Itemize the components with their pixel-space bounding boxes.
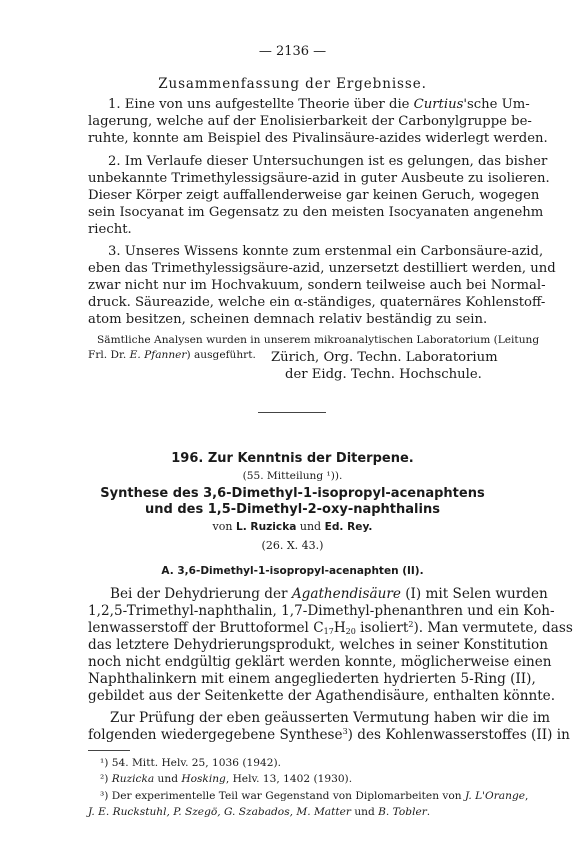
footnote: J. E. Ruckstuhl, P. Szegö, G. Szabados, M. Matter und B. Tobler. bbox=[88, 806, 431, 818]
body-line: Zur Prüfung der eben geäusserten Vermutung haben wir die im bbox=[110, 710, 550, 726]
summary-line: druck. Säureazide, welche ein α-ständiges, quaternäres Kohlenstoff- bbox=[88, 295, 546, 310]
section-heading: A. 3,6-Dimethyl-1-isopropyl-acenaphten (II). bbox=[161, 565, 424, 577]
affiliation-line: der Eidg. Techn. Hochschule. bbox=[285, 367, 482, 382]
article-subtitle: und des 1,5-Dimethyl-2-oxy-naphthalins bbox=[145, 502, 440, 517]
summary-line: 1. Eine von uns aufgestellte Theorie über die Curtius'sche Um- bbox=[108, 97, 530, 112]
body-line: Naphthalinkern mit einem angegliederten hydrierten 5-Ring (II), bbox=[88, 671, 536, 687]
article-title: 196. Zur Kenntnis der Diterpene. bbox=[171, 451, 414, 466]
body-line: das letztere Dehydrierungsprodukt, welches in seiner Konstitution bbox=[88, 637, 548, 653]
analysis-note: Frl. Dr. E. Pfanner) ausgeführt. bbox=[88, 349, 256, 361]
footnote: ³) Der experimentelle Teil war Gegenstand von Diplomarbeiten von J. L'Orange, bbox=[100, 790, 529, 802]
body-line: folgenden wiedergegebene Synthese$^3$) des Kohlenwasserstoffes (II) in bbox=[88, 727, 570, 743]
article-subtitle: Synthese des 3,6-Dimethyl-1-isopropyl-acenaphtens bbox=[100, 486, 485, 501]
summary-line: sein Isocyanat im Gegensatz zu den meisten Isocyanaten angenehm bbox=[88, 205, 544, 220]
footnote: ¹) 54. Mitt. Helv. 25, 1036 (1942). bbox=[100, 757, 281, 769]
page-number: — 2136 — bbox=[258, 44, 327, 59]
body-line: Bei der Dehydrierung der Agathendisäure (I) mit Selen wurden bbox=[110, 586, 548, 602]
article-series: (55. Mitteilung ¹)). bbox=[242, 470, 343, 482]
summary-line: eben das Trimethylessigsäure-azid, unzersetzt destilliert werden, und bbox=[88, 261, 556, 276]
footnote-divider bbox=[88, 750, 130, 751]
summary-line: 2. Im Verlaufe dieser Untersuchungen ist es gelungen, das bisher bbox=[108, 154, 548, 169]
body-line: noch nicht endgültig geklärt werden konnte, möglicherweise einen bbox=[88, 654, 552, 670]
section-divider bbox=[258, 412, 326, 413]
summary-line: ruhte, konnte am Beispiel des Pivalinsäure-azides widerlegt werden. bbox=[88, 131, 548, 146]
summary-line: lagerung, welche auf der Enolisierbarkeit der Carbonylgruppe be- bbox=[88, 114, 532, 129]
summary-line: 3. Unseres Wissens konnte zum erstenmal ein Carbonsäure-azid, bbox=[108, 244, 544, 259]
body-line: gebildet aus der Seitenkette der Agathendisäure, enthalten könnte. bbox=[88, 688, 556, 704]
summary-line: atom besitzen, scheinen demnach relativ beständig zu sein. bbox=[88, 312, 488, 327]
summary-heading: Zusammenfassung der Ergebnisse. bbox=[158, 76, 427, 92]
footnote: ²) Ruzicka und Hosking, Helv. 13, 1402 (1930). bbox=[100, 773, 353, 785]
body-line: 1,2,5-Trimethyl-naphthalin, 1,7-Dimethyl-phenanthren und ein Koh- bbox=[88, 603, 555, 619]
summary-line: Dieser Körper zeigt auffallenderweise gar keinen Geruch, wogegen bbox=[88, 188, 540, 203]
summary-line: riecht. bbox=[88, 222, 132, 237]
affiliation-line: Zürich, Org. Techn. Laboratorium bbox=[271, 350, 498, 365]
article-authors: von L. Ruzicka und Ed. Rey. bbox=[212, 520, 373, 533]
body-line: lenwasserstoff der Bruttoformel $C_{17}H_{20}$ isoliert$^2$). Man vermutete, dass bbox=[88, 620, 573, 636]
article-date: (26. X. 43.) bbox=[261, 539, 324, 552]
summary-line: unbekannte Trimethylessigsäure-azid in guter Ausbeute zu isolieren. bbox=[88, 171, 550, 186]
summary-line: zwar nicht nur im Hochvakuum, sondern teilweise auch bei Normal- bbox=[88, 278, 546, 293]
analysis-note: Sämtliche Analysen wurden in unserem mikroanalytischen Laboratorium (Leitung bbox=[97, 334, 540, 346]
